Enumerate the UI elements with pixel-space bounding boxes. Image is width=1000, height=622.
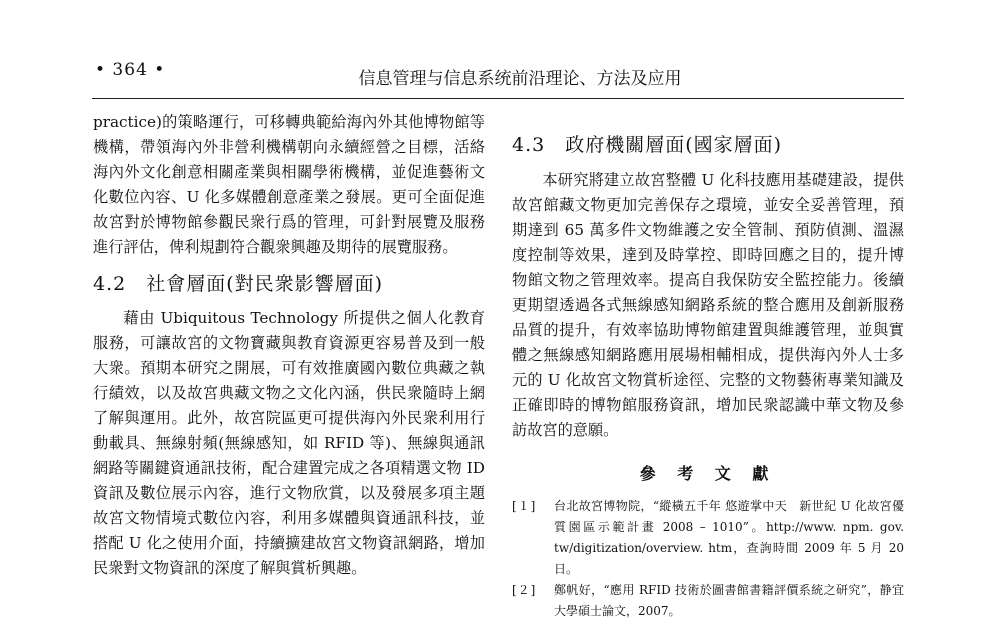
paragraph-government-level: 本研究將建立故宮整體 U 化科技應用基礎建設，提供故宮館藏文物更加完善保存之環境，並安全妥善管理，預期達到 65 萬多件文物維護之安全管制、預防偵測、溫濕度控制等效果，達到及時掌控、即時回應之目的，提升博物館文物之管理效率。提高自我保防安全監控能力。後續更期望透過各式無線感知網路系統的整合應用及創新服務品質的提升，有效率協助博物館建置與維護管理，並與實體之無線感知網路應用展場相輔相成，提供海內外人士多元的 U 化故宮文物賞析途徑、完整的文物藝術專業知識及正確即時的博物館服務資訊，增加民衆認識中華文物及參訪故宮的意願。 <box>512 171 904 439</box>
paragraph-social-level: 藉由 Ubiquitous Technology 所提供之個人化教育服務，可讓故宮的文物寶藏與教育資源更容易普及到一般大衆。預期本研究之開展，可有效推廣國內數位典藏之執行績效，以及故宮典藏文物之文化內涵，供民衆隨時上網了解與運用。此外，故宮院區更可提供海內外民衆利用行動載具、無線射頻(無線感知，如 RFID 等)、無線與通訊網路等關鍵資通訊技術，配合建置完成之各項精選文物 ID 資訊及數位展示內容，進行文物欣賞，以及發展多項主題故宮文物情境式數位內容，利用多媒體與資通訊科技，並搭配 U 化之使用介面，持續擴建故宮文物資訊網路，增加民衆對文物資訊的深度了解與賞析興趣。 <box>93 309 485 577</box>
page-number: • 364 • <box>95 60 166 80</box>
section-heading-4-2: 4.2 社會層面(對民衆影響層面) <box>93 273 384 295</box>
right-column <box>512 124 904 622</box>
reference-number: [１] <box>512 499 537 513</box>
paragraph-continued: practice)的策略運行，可移轉典範給海內外其他博物館等機構，帶領海內外非營利機構朝向永續經營之目標，活絡海內外文化創意相關產業與相關學術機構，並促進藝術文化數位內容、U 化多媒體創意產業之發展。更可全面促進故宮對於博物館參觀民衆行爲的管理，可針對展覽及服務進行評估，俾利規劃符合觀衆興趣及期待的展覽服務。 <box>93 113 485 256</box>
reference-text: 台北故宮博物院，“縱橫五千年 悠遊掌中天 新世紀 U 化故宮優質園區示範計畫 2008 – 1010”。http://www. npm. gov. tw/digitization/overview. htm，查詢時間 2009 年 5 月 20 日。 <box>554 499 904 576</box>
reference-number: [２] <box>512 583 537 597</box>
references-list <box>512 496 904 622</box>
header-rule <box>92 98 904 99</box>
reference-item <box>512 496 904 580</box>
left-column <box>93 110 485 581</box>
running-title: 信息管理与信息系统前沿理论、方法及应用 <box>358 69 682 89</box>
section-heading-4-3: 4.3 政府機關層面(國家層面) <box>512 134 783 156</box>
reference-item <box>512 580 904 622</box>
reference-text: 鄭帆好，“應用 RFID 技術於圖書館書籍評價系統之研究”，静宜大學碩士論文，2007。 <box>554 583 904 618</box>
references-title: 參 考 文 獻 <box>639 464 777 483</box>
